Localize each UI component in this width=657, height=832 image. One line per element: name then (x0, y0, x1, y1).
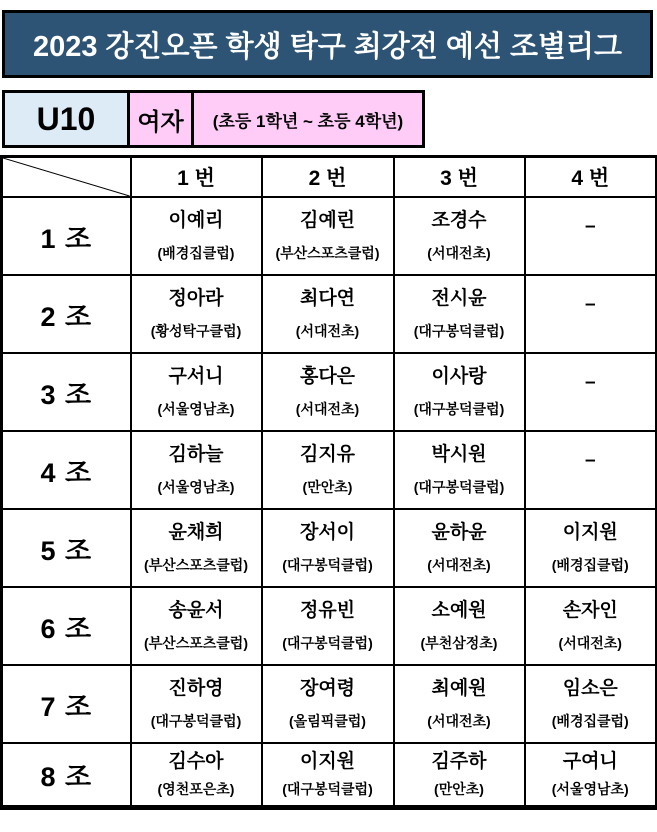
player-name: 소예원 (431, 600, 487, 622)
group-label: 7 조 (2, 665, 131, 743)
empty-slot-cell (525, 197, 657, 275)
player-cell (525, 743, 657, 808)
player-club: (대구봉덕클럽) (413, 322, 505, 339)
group-label: 4 조 (2, 431, 131, 509)
empty-slot-dash: – (584, 372, 596, 393)
player-club: (서울영남초) (157, 478, 235, 495)
player-club: (대구봉덕클럽) (282, 780, 373, 797)
player-name: 박시원 (431, 444, 487, 466)
player-cell (525, 587, 657, 665)
player-club: (부산스포츠클럽) (144, 556, 248, 573)
group-label: 5 조 (2, 509, 131, 587)
player-name: 임소은 (562, 678, 618, 700)
player-club: (서울영남초) (551, 780, 629, 797)
diagonal-corner-cell (2, 157, 131, 198)
player-cell (262, 587, 394, 665)
group-label: 3 조 (2, 353, 131, 431)
table-row (2, 353, 657, 431)
player-name: 김주하 (431, 751, 487, 773)
player-club: (서울영남초) (157, 400, 235, 417)
player-name: 이사랑 (431, 366, 487, 388)
player-club: (배경집클럽) (551, 712, 629, 729)
player-name: 장여령 (299, 678, 356, 700)
tournament-title-bar (2, 10, 653, 78)
player-club: (대구봉덕클럽) (282, 556, 373, 573)
player-cell (262, 353, 394, 431)
player-name: 송윤서 (168, 600, 224, 622)
player-cell (262, 665, 394, 743)
table-row (2, 431, 657, 509)
player-club: (서대전초) (427, 556, 491, 573)
group-label: 8 조 (2, 743, 131, 808)
table-header-row (2, 157, 657, 198)
player-name: 이지원 (299, 751, 356, 773)
player-club: (대구봉덕클럽) (413, 478, 505, 495)
player-club: (서대전초) (295, 322, 360, 339)
player-cell (131, 743, 262, 808)
group-label: 1 조 (2, 197, 131, 275)
player-name: 진하영 (168, 678, 224, 700)
player-name: 정아라 (168, 288, 224, 310)
player-cell (394, 353, 525, 431)
player-name: 윤하윤 (431, 522, 487, 544)
group-label: 2 조 (2, 275, 131, 353)
player-club: (대구봉덕클럽) (150, 712, 242, 729)
player-club: (배경집클럽) (157, 244, 235, 261)
empty-slot-dash: – (584, 450, 596, 471)
player-cell (394, 275, 525, 353)
player-name: 구서니 (168, 366, 224, 388)
player-cell (394, 431, 525, 509)
player-club: (만안초) (434, 780, 484, 797)
player-club: (서대전초) (427, 712, 491, 729)
player-cell (525, 509, 657, 587)
player-name: 김수아 (168, 751, 224, 773)
table-row (2, 197, 657, 275)
category-band (2, 90, 425, 148)
player-name: 김지유 (299, 444, 356, 466)
player-name: 김하늘 (168, 444, 224, 466)
empty-slot-cell (525, 275, 657, 353)
player-club: (황성탁구클럽) (150, 322, 242, 339)
column-header-2: 2 번 (262, 157, 394, 198)
player-cell (394, 665, 525, 743)
player-club: (영천포은초) (157, 780, 235, 797)
category-gender: 여자 (127, 90, 194, 148)
player-club: (부천삼정초) (420, 634, 498, 651)
player-name: 장서이 (299, 522, 356, 544)
player-name: 이예리 (168, 210, 224, 232)
player-club: (배경집클럽) (551, 556, 629, 573)
table-row (2, 509, 657, 587)
player-name: 최다연 (299, 288, 356, 310)
player-cell (262, 431, 394, 509)
empty-slot-cell (525, 431, 657, 509)
empty-slot-cell (525, 353, 657, 431)
player-cell (394, 197, 525, 275)
player-club: (대구봉덕클럽) (282, 634, 373, 651)
player-name: 홍다은 (299, 366, 356, 388)
group-league-table (0, 155, 657, 810)
empty-slot-dash: – (584, 216, 596, 237)
category-grade-range: (초등 1학년 ~ 초등 4학년) (191, 90, 425, 148)
player-club: (부산스포츠클럽) (144, 634, 248, 651)
player-name: 윤채희 (168, 522, 224, 544)
column-header-1: 1 번 (131, 157, 262, 198)
player-club: (올림픽클럽) (289, 712, 366, 729)
table-row (2, 275, 657, 353)
player-cell (394, 743, 525, 808)
player-club: (대구봉덕클럽) (413, 400, 505, 417)
player-name: 구여니 (562, 751, 618, 773)
player-cell (262, 197, 394, 275)
player-name: 전시윤 (431, 288, 487, 310)
player-name: 정유빈 (299, 600, 356, 622)
player-cell (131, 587, 262, 665)
player-name: 손자인 (562, 600, 618, 622)
category-code: U10 (2, 90, 130, 148)
group-label: 6 조 (2, 587, 131, 665)
player-cell (131, 665, 262, 743)
player-cell (131, 509, 262, 587)
player-name: 조경수 (431, 210, 487, 232)
player-club: (만안초) (302, 478, 353, 495)
table-row (2, 743, 657, 808)
player-name: 최예원 (431, 678, 487, 700)
player-cell (262, 509, 394, 587)
column-header-4: 4 번 (525, 157, 657, 198)
player-cell (131, 431, 262, 509)
player-club: (서대전초) (295, 400, 360, 417)
player-cell (525, 665, 657, 743)
player-cell (131, 275, 262, 353)
player-cell (131, 353, 262, 431)
empty-slot-dash: – (584, 294, 596, 315)
tournament-title: 2023 강진오픈 학생 탁구 최강전 예선 조별리그 (32, 30, 623, 63)
player-name: 김예린 (299, 210, 356, 232)
player-cell (394, 509, 525, 587)
table-row (2, 665, 657, 743)
player-name: 이지원 (562, 522, 618, 544)
player-cell (262, 275, 394, 353)
player-cell (131, 197, 262, 275)
player-cell (262, 743, 394, 808)
player-club: (서대전초) (558, 634, 622, 651)
diagonal-line-icon (3, 158, 130, 196)
player-cell (394, 587, 525, 665)
column-header-3: 3 번 (394, 157, 525, 198)
player-club: (서대전초) (427, 244, 491, 261)
table-row (2, 587, 657, 665)
player-club: (부산스포츠클럽) (275, 244, 380, 261)
